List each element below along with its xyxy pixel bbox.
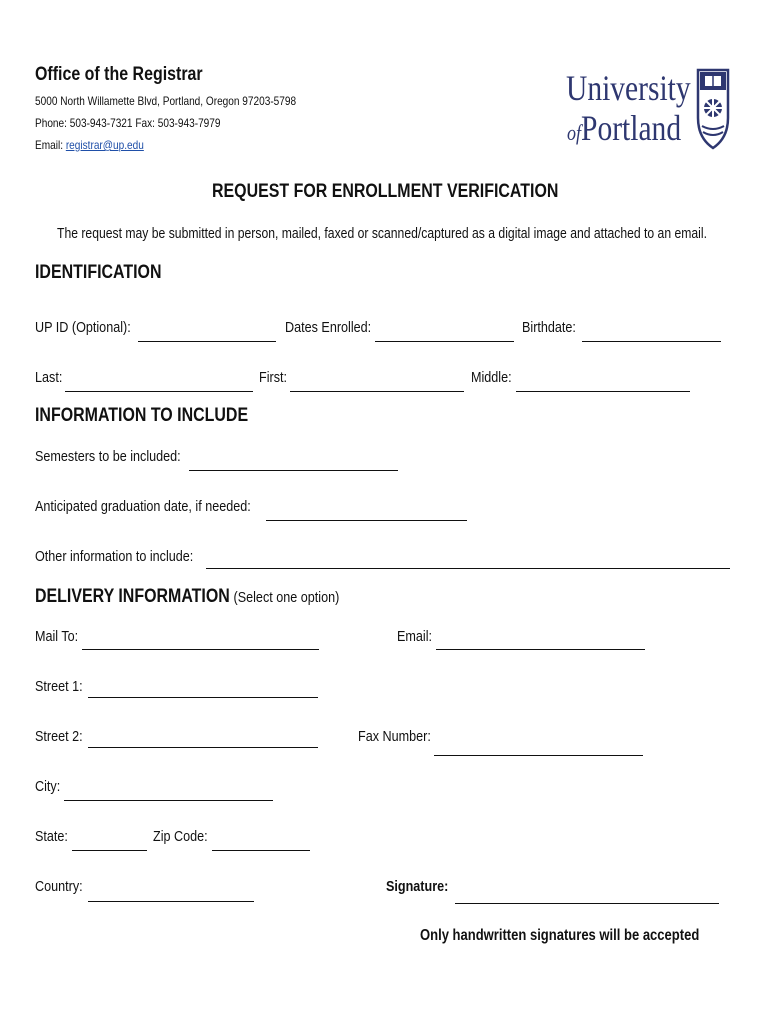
middle-name-label: Middle:: [471, 369, 512, 386]
email-label: Email:: [35, 138, 66, 152]
logo-portland: ofPortland: [567, 108, 682, 148]
other-info-label: Other information to include:: [35, 548, 194, 565]
dates-enrolled-label: Dates Enrolled:: [285, 319, 372, 336]
last-name-field[interactable]: [65, 391, 253, 392]
form-title: REQUEST FOR ENROLLMENT VERIFICATION: [211, 181, 559, 202]
semesters-label: Semesters to be included:: [35, 448, 181, 465]
zip-label: Zip Code:: [153, 828, 208, 845]
up-id-field[interactable]: [138, 341, 276, 342]
graduation-field[interactable]: [266, 520, 467, 521]
office-address: 5000 North Willamette Blvd, Portland, Oregon 97203-5798: [35, 94, 297, 108]
crest-icon: [696, 68, 730, 152]
office-email-row: [35, 138, 165, 152]
street1-label: Street 1:: [35, 678, 83, 695]
signature-label: Signature:: [386, 878, 449, 895]
signature-field[interactable]: [455, 903, 719, 904]
city-label: City:: [35, 778, 61, 795]
logo-university: University: [566, 68, 691, 108]
state-label: State:: [35, 828, 68, 845]
country-field[interactable]: [88, 901, 254, 902]
form-intro: The request may be submitted in person, mailed, faxed or scanned/captured as a digital image and attached to an email.: [57, 226, 707, 242]
birthdate-field[interactable]: [582, 341, 721, 342]
street2-label: Street 2:: [35, 728, 83, 745]
first-name-label: First:: [259, 369, 287, 386]
office-phone-fax: Phone: 503-943-7321 Fax: 503-943-7979: [35, 116, 221, 130]
fax-label: Fax Number:: [358, 728, 431, 745]
delivery-email-label: Email:: [397, 628, 433, 645]
mail-to-label: Mail To:: [35, 628, 79, 645]
fax-field[interactable]: [434, 755, 643, 756]
last-name-label: Last:: [35, 369, 63, 386]
section-identification: IDENTIFICATION: [35, 262, 162, 283]
country-label: Country:: [35, 878, 83, 895]
delivery-email-field[interactable]: [436, 649, 645, 650]
first-name-field[interactable]: [290, 391, 464, 392]
other-info-field[interactable]: [206, 568, 730, 569]
section-information: INFORMATION TO INCLUDE: [35, 405, 249, 426]
up-id-label: UP ID (Optional):: [35, 319, 131, 336]
mail-to-field[interactable]: [82, 649, 319, 650]
office-title: Office of the Registrar: [35, 64, 203, 85]
semesters-field[interactable]: [189, 470, 398, 471]
street1-field[interactable]: [88, 697, 318, 698]
street2-field[interactable]: [88, 747, 318, 748]
section-delivery: DELIVERY INFORMATION (Select one option): [35, 586, 340, 607]
zip-field[interactable]: [212, 850, 310, 851]
registrar-email-link[interactable]: registrar@up.edu: [65, 138, 144, 152]
middle-name-field[interactable]: [516, 391, 690, 392]
graduation-label: Anticipated graduation date, if needed:: [35, 498, 251, 515]
city-field[interactable]: [64, 800, 273, 801]
state-field[interactable]: [72, 850, 147, 851]
dates-enrolled-field[interactable]: [375, 341, 514, 342]
delivery-note: (Select one option): [233, 589, 340, 606]
birthdate-label: Birthdate:: [522, 319, 576, 336]
signature-note: Only handwritten signatures will be accepted: [420, 927, 700, 944]
